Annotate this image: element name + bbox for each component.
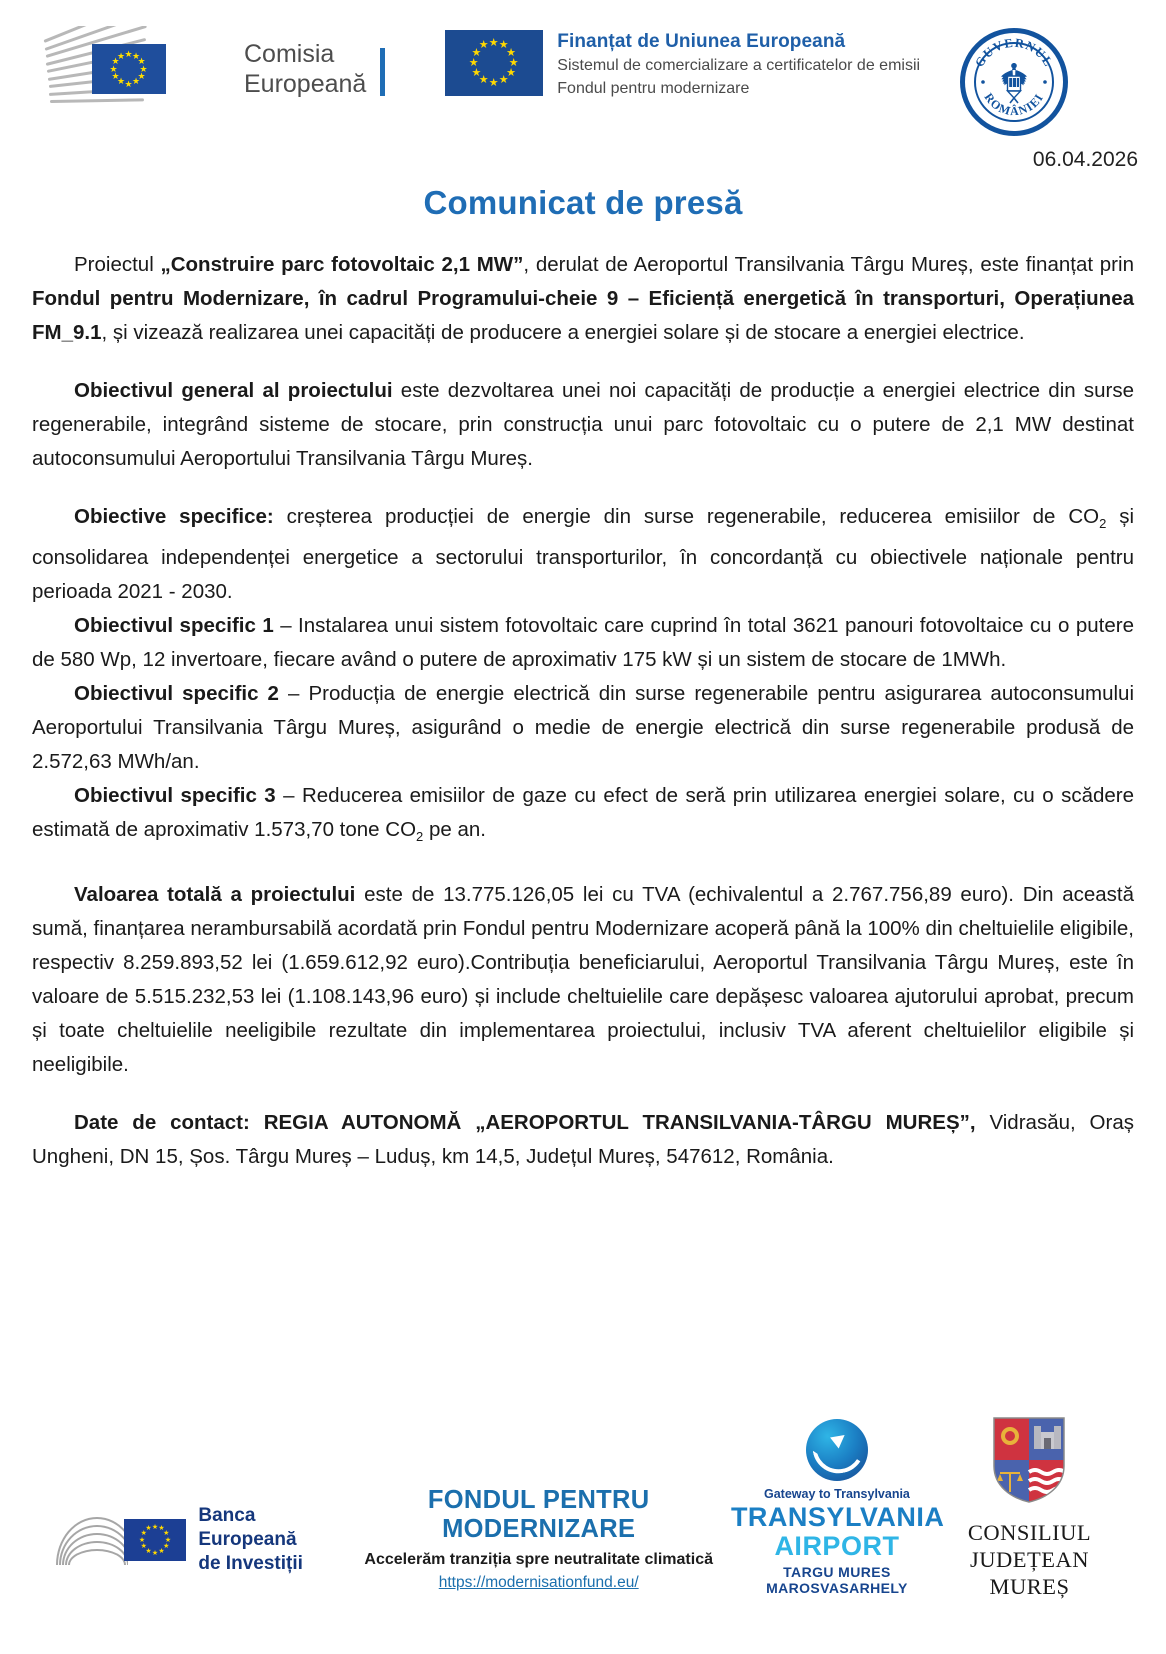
- eu-star-icon: ★: [132, 76, 141, 87]
- eu-funding-text: [557, 30, 920, 100]
- p5-text: – Producția de energie electrică din surse regenerabile pentru asigurarea autoconsumului Aeroportului Transilvania Târgu Mureș, asigurând o medie de energie electrică din surse regenerabile produsă de 2.572,63 MWh/an.: [32, 682, 1135, 774]
- p4-text: – Instalarea unui sistem fotovoltaic care cuprind în total 3621 panouri fotovoltaice cu o putere de 580 Wp, 12 invertoare, fiecare având o putere de aproximativ 175 kW și un sistem de stocare de 1MWh.: [32, 614, 1134, 672]
- svg-text:GUVERNUL: GUVERNUL: [972, 35, 1056, 70]
- paragraph-objective-1: [32, 609, 1134, 677]
- ec-logo-text: [244, 39, 366, 99]
- eu-star-icon: ★: [151, 1549, 159, 1557]
- eu-flag-icon: [92, 44, 166, 94]
- eagle-crest-icon: [994, 60, 1034, 104]
- eu-star-icon: ★: [488, 76, 499, 89]
- eu-star-icon: ★: [140, 1543, 147, 1550]
- paragraph-objective-2: [32, 677, 1134, 779]
- airport-name-line2: AIRPORT: [774, 1531, 900, 1561]
- document-footer: [0, 1378, 1166, 1628]
- eu-star-icon: ★: [478, 39, 489, 52]
- airport-tagline: Gateway to Transylvania: [763, 1487, 910, 1501]
- svg-text:ROMÂNIEI: ROMÂNIEI: [981, 90, 1047, 119]
- eu-star-icon: ★: [139, 63, 148, 74]
- swoosh-line: [169, 26, 212, 33]
- p1-text-e: , și vizează realizarea unei capacități de producere a energiei solare și de stocare a energiei electrice.: [101, 321, 1025, 344]
- eu-star-icon: ★: [164, 1536, 172, 1544]
- council-line2: JUDEȚEAN: [969, 1547, 1089, 1572]
- eu-funding-subtitle-1: Sistemul de comercializare a certificatelor de emisii: [557, 57, 921, 74]
- eu-star-icon: ★: [506, 46, 516, 59]
- airport-city-hu: MAROSVASARHELY: [766, 1580, 908, 1596]
- p8-text: Vidrasău, Oraș Ungheni, DN 15, Șos. Târgu Mureș – Luduș, km 14,5, Județul Mureș, 547612, România.: [32, 1111, 1134, 1169]
- eib-line2: de Investiții: [198, 1553, 303, 1574]
- mures-county-council-logo: [943, 1416, 1116, 1600]
- modernisation-fund-title: FONDUL PENTRU MODERNIZARE: [427, 1486, 650, 1543]
- document-body: [28, 248, 1138, 1174]
- romanian-government-seal-icon: [960, 28, 1068, 136]
- eu-star-icon: ★: [145, 1547, 152, 1555]
- eu-star-icon: ★: [109, 63, 118, 74]
- eu-star-icon: ★: [132, 50, 141, 61]
- eu-star-icon: ★: [137, 56, 146, 66]
- p6-bold-label: Obiectivul specific 3: [74, 784, 276, 808]
- eu-star-icon: ★: [151, 1523, 159, 1531]
- eu-star-icon: ★: [498, 73, 509, 86]
- european-investment-bank-logo: [54, 1504, 340, 1576]
- eu-star-icon: ★: [111, 71, 120, 81]
- airport-name-line1: TRANSYLVANIA: [730, 1502, 945, 1532]
- paragraph-specific-objectives-intro: [32, 500, 1134, 609]
- p7-text: este de 13.775.126,05 lei cu TVA (echivalentul a 2.767.756,89 euro). Din această sumă, finanțarea nerambursabilă acordată prin Fondul pentru Modernizare acoperă până la 100% din cheltuielile eligibile, respectiv 8.259.893,52 lei (1.659.612,92 euro).Contribuția beneficiarului, Aeroportul Transilvania Târgu Mureș, este în valoare de 5.515.232,53 lei (1.108.143,96 euro) și include cheltuielile care depășesc valoarea ajutorului aprobat, precum și toate cheltuielile neeligibile rezultate din implementarea proiectului, inclusiv TVA aferent cheltuielilor eligibile și neeligibile.: [32, 883, 1134, 1077]
- eu-star-icon: ★: [124, 78, 133, 89]
- eu-flag-icon: [445, 30, 543, 96]
- swoosh-line: [168, 26, 224, 30]
- mures-county-coat-of-arms-icon: [992, 1416, 1066, 1504]
- ec-swoosh-right-icon: [168, 26, 232, 112]
- eu-star-icon: ★: [137, 71, 146, 81]
- p3-bold-label: Obiective specifice:: [74, 505, 274, 528]
- eu-star-icon: ★: [145, 1525, 152, 1533]
- eu-star-icon: ★: [117, 50, 126, 61]
- p6-co2-subscript: 2: [416, 829, 424, 845]
- p1-bold-project-name: „Construire parc fotovoltaic 2,1 MW”: [160, 253, 524, 276]
- modernisation-fund-url[interactable]: https://modernisationfund.eu/: [438, 1574, 639, 1591]
- document-header: [28, 0, 1138, 146]
- p5-bold-label: Obiectivul specific 2: [74, 682, 279, 706]
- p8-bold-label: Date de contact: REGIA AUTONOMĂ „AEROPORTUL TRANSILVANIA-TÂRGU MUREȘ”,: [74, 1111, 976, 1135]
- eu-star-icon: ★: [124, 48, 133, 59]
- eu-funding-title: Finanțat de Uniunea Europeană: [557, 31, 846, 52]
- airport-plane-swoosh-icon: [806, 1419, 868, 1481]
- airport-city-ro: TARGU MURES: [783, 1564, 891, 1580]
- eib-line1: Banca Europeană: [198, 1505, 297, 1550]
- swoosh-line: [168, 26, 228, 29]
- eib-arc-icon: [54, 1515, 128, 1565]
- council-line3: MUREȘ: [989, 1574, 1070, 1599]
- swoosh-line: [168, 26, 220, 31]
- p1-text-c: , derulat de Aeroportul Transilvania Târgu Mureș, este finanțat prin: [523, 253, 1134, 276]
- eu-star-icon: ★: [471, 66, 482, 79]
- modernisation-fund-logo: [346, 1486, 730, 1592]
- p4-bold-label: Obiectivul specific 1: [74, 614, 274, 638]
- european-commission-logo: [38, 26, 385, 112]
- p3-text-1: creșterea producției de energie din surse regenerabile, reducerea emisiilor de CO: [273, 505, 1100, 528]
- eu-star-icon: ★: [478, 73, 489, 86]
- swoosh-line: [170, 26, 205, 33]
- swoosh-line: [170, 26, 201, 33]
- eu-funding-emblem: [445, 30, 920, 100]
- eu-star-icon: ★: [468, 56, 479, 69]
- paragraph-objective-3: [32, 779, 1134, 854]
- p2-text: este dezvoltarea unei noi capacități de producție a energiei electrice din surse regenerabile, integrând sisteme de stocare, prin construcția unui parc fotovoltaic cu o putere de 2,1 MW destinat autoconsumului Aeroportului Transilvania Târgu Mureș.: [32, 379, 1134, 470]
- council-name-text: [943, 1519, 1116, 1600]
- eu-star-icon: ★: [158, 1547, 165, 1555]
- paragraph-project-intro: [32, 248, 1134, 350]
- swoosh-line: [168, 26, 232, 27]
- eu-star-icon: ★: [111, 56, 120, 66]
- ec-logo-line2: Europeană: [244, 70, 367, 98]
- p3-co2-subscript: 2: [1099, 516, 1107, 532]
- council-line1: CONSILIUL: [967, 1520, 1092, 1545]
- eu-star-icon: ★: [488, 36, 499, 49]
- p3-text-2: și consolidarea independenței energetice a sectorului transporturilor, în concordanță cu obiectivele naționale pentru perioada 2021 - 2030.: [32, 505, 1135, 604]
- paragraph-project-value: [32, 878, 1134, 1082]
- eu-star-icon: ★: [506, 66, 516, 79]
- eu-star-icon: ★: [138, 1536, 146, 1544]
- ec-logo-divider: [380, 48, 385, 96]
- ec-logo-line1: Comisia: [244, 40, 335, 68]
- swoosh-line: [169, 26, 217, 32]
- eu-star-icon: ★: [117, 76, 126, 87]
- eu-star-icon: ★: [498, 39, 509, 52]
- eu-star-icon: ★: [508, 56, 519, 69]
- swoosh-line: [50, 98, 144, 103]
- paragraph-general-objective: [32, 374, 1134, 476]
- eu-star-icon: ★: [163, 1543, 170, 1550]
- modernisation-fund-slogan: Accelerăm tranziția spre neutralitate climatică: [364, 1551, 713, 1568]
- paragraph-contact-details: [32, 1106, 1134, 1174]
- eu-star-icon: ★: [140, 1530, 147, 1537]
- p6-text-2: pe an.: [423, 818, 486, 842]
- swoosh-line: [169, 26, 208, 33]
- eu-flag-icon: [124, 1519, 186, 1561]
- p7-bold-label: Valoarea totală a proiectului: [74, 883, 356, 907]
- eu-funding-subtitle-2: Fondul pentru modernizare: [557, 80, 750, 97]
- eu-star-icon: ★: [158, 1525, 165, 1533]
- page-title: Comunicat de presă: [423, 184, 743, 221]
- eib-logo-text: [198, 1504, 340, 1576]
- p2-bold-label: Obiectivul general al proiectului: [74, 379, 393, 402]
- p1-text-a: Proiectul: [74, 253, 161, 276]
- p6-text-1: – Reducerea emisiilor de gaze cu efect de seră prin utilizarea energiei solare, cu o scădere estimată de aproximativ 1.573,70 tone CO: [32, 784, 1135, 842]
- p1-bold-programme: Fondul pentru Modernizare, în cadrul Programului-cheie 9 – Eficiență energetică în transporturi, Operațiunea FM_9.1: [32, 287, 1134, 344]
- transylvania-airport-logo: [731, 1419, 943, 1596]
- document-date: 06.04.2026: [1032, 148, 1138, 171]
- eu-star-icon: ★: [471, 46, 482, 59]
- eu-star-icon: ★: [163, 1530, 170, 1537]
